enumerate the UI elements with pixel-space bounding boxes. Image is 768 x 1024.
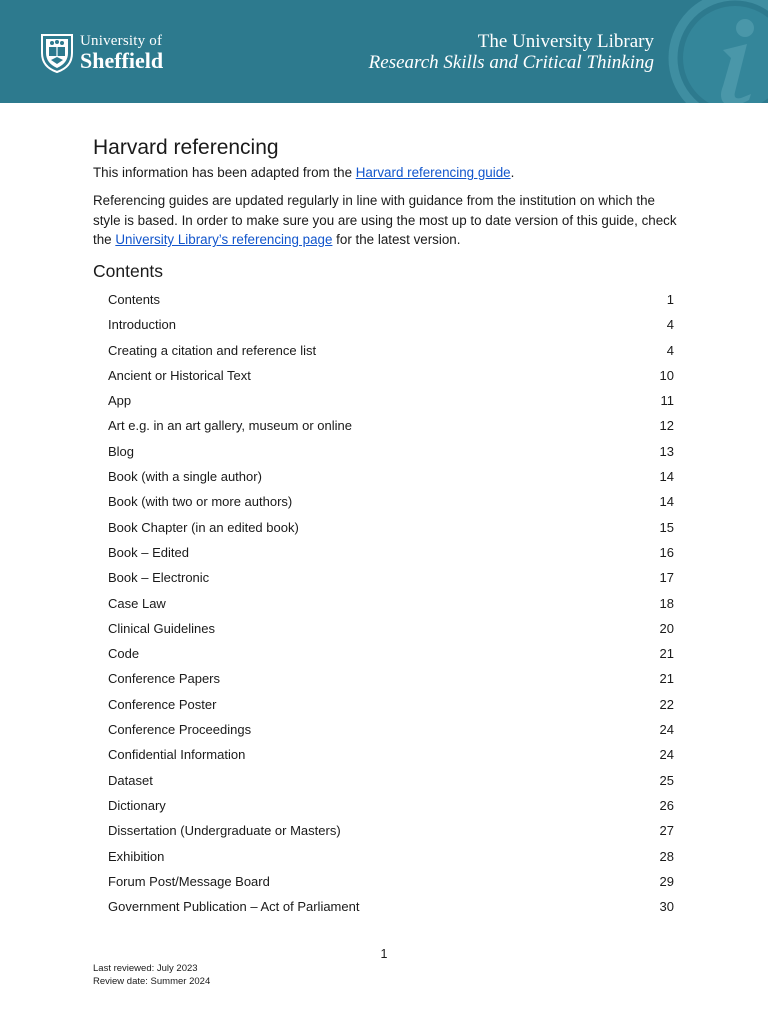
toc-entry-page: 21 [659,646,674,662]
toc-entry-page: 25 [659,772,674,788]
review-date: Review date: Summer 2024 [93,976,211,987]
toc-entry[interactable] [108,518,674,543]
university-logo[interactable] [40,33,163,73]
toc-entry[interactable] [108,391,674,416]
toc-entry-label: Clinical Guidelines [108,620,215,636]
toc-entry-label: Book – Edited [108,544,189,560]
toc-entry-page: 28 [659,848,674,864]
toc-entry[interactable] [108,467,674,492]
toc-entry[interactable] [108,745,674,770]
toc-entry-page: 4 [666,342,674,358]
toc-entry-label: Blog [108,443,135,459]
toc-entry-page: 14 [659,494,674,510]
toc-entry-page: 22 [659,696,674,712]
toc-entry-page: 13 [659,443,674,459]
toc-entry[interactable] [108,669,674,694]
harvard-guide-link[interactable]: Harvard referencing guide [355,165,511,180]
toc-entry[interactable] [108,492,674,517]
toc-entry-label: Book Chapter (in an edited book) [108,519,299,535]
library-subtitle: Research Skills and Critical Thinking [368,52,654,73]
toc-entry-label: Dataset [108,772,153,788]
toc-entry-label: Conference Papers [108,671,221,687]
update-text: Referencing guides are updated regularly in line with guidance from the institution on which the style is based. In order to make sure you are using the most up to date version of this guide, check the [93,193,677,247]
toc-entry-label: Exhibition [108,848,165,864]
last-reviewed: Last reviewed: July 2023 [93,963,198,974]
toc-entry-page: 1 [666,292,674,307]
toc-entry[interactable] [108,594,674,619]
toc-entry-label: App [108,393,132,409]
toc-entry-label: Government Publication – Act of Parliament [108,899,360,915]
toc-entry-page: 15 [659,519,674,535]
toc-entry[interactable] [108,619,674,644]
toc-entry[interactable] [108,568,674,593]
toc-entry-label: Art e.g. in an art gallery, museum or online [108,418,352,434]
toc-entry-label: Forum Post/Message Board [108,873,270,889]
toc-entry-label: Introduction [108,317,176,333]
library-title: The University Library [477,31,654,52]
toc-entry-label: Case Law [108,595,166,611]
toc-entry-page: 11 [660,393,674,409]
intro-paragraph [93,163,683,183]
toc-entry[interactable] [108,720,674,745]
toc-entry-label: Contents [108,292,161,307]
toc-entry[interactable] [108,796,674,821]
toc-entry[interactable] [108,847,674,872]
update-suffix: for the latest version. [332,232,461,247]
toc-entry-page: 14 [659,469,674,485]
update-paragraph [93,191,683,250]
toc-entry-label: Book (with two or more authors) [108,494,293,510]
toc-entry-page: 24 [659,722,674,738]
toc-entry-page: 17 [659,570,674,586]
toc-entry[interactable] [108,290,674,315]
page-title: Harvard referencing [93,136,279,159]
toc-entry[interactable] [108,315,674,340]
toc-entry-page: 29 [659,873,674,889]
toc-entry-label: Book – Electronic [108,570,210,586]
header-banner [0,0,768,103]
toc-entry-label: Conference Poster [108,696,217,712]
logo-line-1: University of [80,33,163,49]
toc-entry-label: Dictionary [108,797,166,813]
toc-entry-page: 21 [659,671,674,687]
toc-entry[interactable] [108,416,674,441]
shield-crest-icon [40,33,74,73]
logo-wordmark [80,34,163,72]
toc-entry-page: 10 [659,367,674,383]
page-number: 1 [380,947,388,961]
toc-entry[interactable] [108,644,674,669]
intro-suffix: . [510,165,515,180]
toc-entry-label: Code [108,646,140,662]
toc-entry[interactable] [108,872,674,897]
toc-entry[interactable] [108,366,674,391]
toc-entry-page: 20 [659,620,674,636]
toc-entry[interactable] [108,771,674,796]
logo-line-2: Sheffield [80,48,164,73]
toc-entry-label: Ancient or Historical Text [108,367,251,383]
toc-entry-page: 16 [659,544,674,560]
toc-entry[interactable] [108,695,674,720]
toc-entry-label: Creating a citation and reference list [108,342,317,358]
toc-entry-page: 27 [659,823,674,839]
toc-entry-label: Conference Proceedings [108,722,252,738]
toc-entry[interactable] [108,543,674,568]
toc-entry-label: Dissertation (Undergraduate or Masters) [108,823,341,839]
toc-entry[interactable] [108,821,674,846]
toc-entry-label: Book (with a single author) [108,469,262,485]
toc-entry[interactable] [108,442,674,467]
intro-prefix: This information has been adapted from the [93,165,356,180]
contents-heading: Contents [93,261,164,281]
toc-entry-page: 18 [659,595,674,611]
info-icon [665,0,768,103]
table-of-contents [108,290,674,922]
toc-entry-label: Confidential Information [108,747,246,763]
toc-entry[interactable] [108,897,674,922]
toc-entry-page: 24 [659,747,674,763]
toc-entry-page: 12 [659,418,674,434]
toc-entry-page: 4 [666,317,674,333]
toc-entry-page: 26 [659,797,674,813]
toc-entry[interactable] [108,341,674,366]
toc-entry-page: 30 [659,899,674,915]
library-referencing-link[interactable]: University Library’s referencing page [115,232,333,247]
